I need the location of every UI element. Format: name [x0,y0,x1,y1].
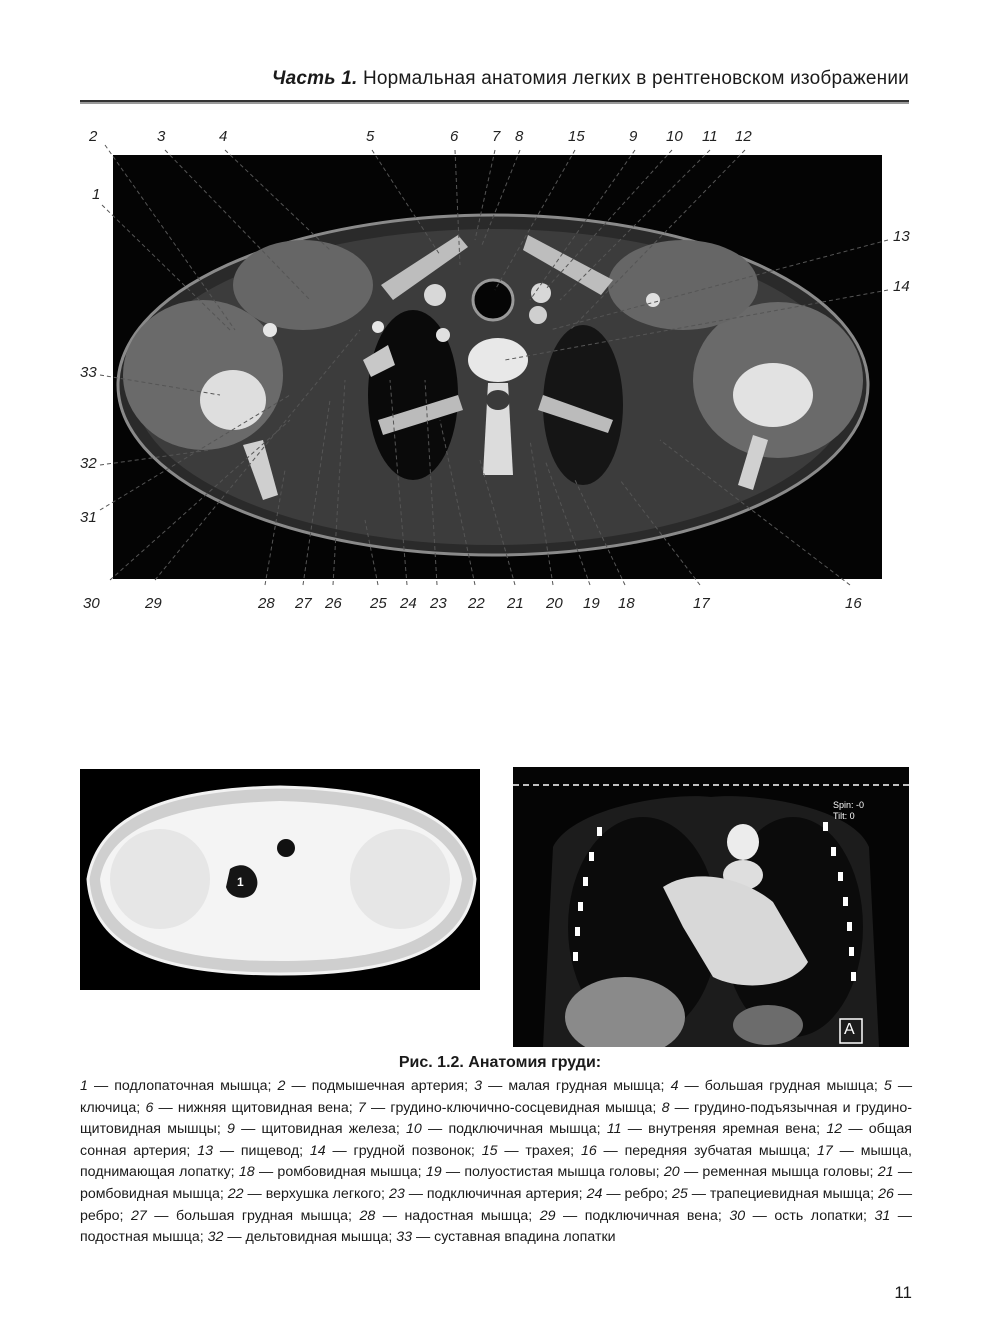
spin-readout: Spin: -0 [833,800,865,810]
legend-number: 20 [663,1164,680,1181]
legend-text: — дельтовидная мышца; [223,1229,397,1246]
label-2: 2 [89,128,98,145]
label-29: 29 [145,595,162,612]
legend-number: 8 [661,1099,670,1116]
figure-title: Рис. 1.2. Анатомия груди: [398,1054,602,1071]
legend-text: — подлопаточная мышца; [87,1078,278,1094]
legend-number: 12 [826,1121,843,1138]
legend-text: — ключица; [80,1078,913,1116]
legend-number: 18 [238,1164,255,1181]
legend-number: 15 [481,1142,498,1159]
legend-text: — внутреняя яремная вена; [621,1121,827,1138]
tilt-readout: Tilt: 0 [833,811,855,821]
legend-text: — общая сонная артерия; [80,1121,912,1159]
label-6: 6 [450,128,459,145]
lung-window-drawing [80,769,480,990]
chapter-title: Нормальная анатомия легких в рентгеновском изображении [362,68,909,89]
legend-number: 10 [406,1121,422,1138]
legend-number: 19 [425,1164,442,1181]
legend-text: — нижняя щитовидная вена; [153,1099,358,1116]
label-7: 7 [492,128,501,145]
legend-text: — суставная впадина лопатки [412,1229,616,1246]
label-1: 1 [92,186,101,203]
legend-number: 16 [580,1142,597,1159]
legend-number: 1 [80,1078,88,1094]
label-10: 10 [666,128,683,145]
page-number: 11 [894,1283,912,1302]
legend-text: — грудной позвонок; [325,1142,482,1159]
label-22: 22 [468,595,485,612]
legend-number: 24 [586,1185,603,1202]
legend-number: 17 [817,1142,833,1159]
label-14: 14 [893,278,910,295]
legend-number: 2 [277,1078,286,1094]
label-24: 24 [400,595,417,612]
legend-text: — трапециевидная мышца; [687,1185,879,1202]
legend-number: 23 [388,1185,405,1202]
label-15: 15 [568,128,585,145]
legend-text: — подмышечная артерия; [285,1078,475,1094]
legend-text: — ребро; [602,1185,672,1202]
legend-number: 22 [227,1185,244,1202]
legend-text: — пищевод; [212,1142,310,1159]
label-33: 33 [80,364,97,381]
legend-number: 7 [357,1099,366,1116]
legend-number: 4 [670,1078,679,1094]
label-25: 25 [370,595,387,612]
label-23: 23 [430,595,447,612]
part-label: Часть 1. [271,68,358,89]
legend-text: — ребро; [80,1185,913,1224]
legend-number: 30 [729,1207,746,1224]
legend-text: — большая грудная мышца; [678,1078,884,1094]
coronal-ct-image [513,767,909,1047]
legend-number: 31 [874,1207,891,1224]
legend-text: — ость лопатки; [745,1207,875,1224]
figure-legend [80,1076,912,1249]
legend-number: 14 [309,1142,326,1159]
legend-text: — ромбовидная мышца; [80,1164,913,1202]
label-5: 5 [366,128,375,145]
label-30: 30 [83,595,100,612]
legend-number: 26 [878,1185,894,1202]
legend-number: 33 [396,1229,413,1246]
label-21: 21 [507,595,524,612]
label-11: 11 [702,128,718,145]
legend-text: — ромбовидная мышца; [254,1164,426,1181]
legend-text: — трахея; [497,1142,581,1159]
legend-number: 21 [877,1164,894,1181]
label-26: 26 [325,595,342,612]
legend-number: 25 [671,1185,688,1202]
label-12: 12 [735,128,752,145]
legend-text: — надостная мышца; [375,1207,540,1224]
label-8: 8 [515,128,524,145]
legend-number: 32 [207,1229,224,1246]
label-17: 17 [693,595,710,612]
label-28: 28 [258,595,275,612]
lung-window-ct-image [80,769,480,990]
label-16: 16 [845,595,862,612]
legend-text: — большая грудная мышца; [146,1207,360,1224]
legend-text: — полуостистая мышца головы; [441,1164,664,1181]
legend-text: — ременная мышца головы; [679,1164,878,1181]
label-32: 32 [80,455,97,472]
legend-number: 29 [539,1207,556,1224]
label-27: 27 [295,595,312,612]
legend-text: — грудино-подъязычная и грудино-щитовидная мышцы; [80,1099,912,1138]
label-20: 20 [546,595,563,612]
legend-number: 27 [131,1207,147,1224]
legend-number: 11 [606,1121,622,1138]
legend-text: — малая грудная мышца; [482,1078,671,1094]
label-31: 31 [80,509,97,526]
legend-number: 3 [474,1078,483,1094]
label-4: 4 [219,128,228,145]
lung-marker: 1 [237,875,244,889]
label-13: 13 [893,228,910,245]
legend-text: — передняя зубчатая мышца; [596,1142,818,1159]
label-18: 18 [618,595,635,612]
label-3: 3 [157,128,166,145]
leader-lines [0,0,1000,640]
label-19: 19 [583,595,600,612]
legend-number: 9 [227,1121,235,1138]
legend-text: — подключичная мышца; [421,1121,607,1138]
legend-number: 5 [883,1078,892,1094]
orientation-marker: A [844,1021,855,1038]
legend-text: — щитовидная железа; [234,1121,407,1138]
legend-number: 28 [359,1207,376,1224]
legend-text: — подключичная вена; [555,1207,730,1224]
label-9: 9 [629,128,638,145]
legend-text: — подостная мышца; [80,1207,912,1246]
legend-number: 6 [145,1099,154,1116]
legend-text: — грудино-ключично-сосцевидная мышца; [365,1099,662,1116]
legend-number: 13 [197,1142,213,1159]
legend-text: — мышца, поднимающая лопатку; [80,1142,912,1181]
legend-text: — подключичная артерия; [404,1185,587,1202]
legend-text: — верхушка легкого; [243,1185,389,1202]
